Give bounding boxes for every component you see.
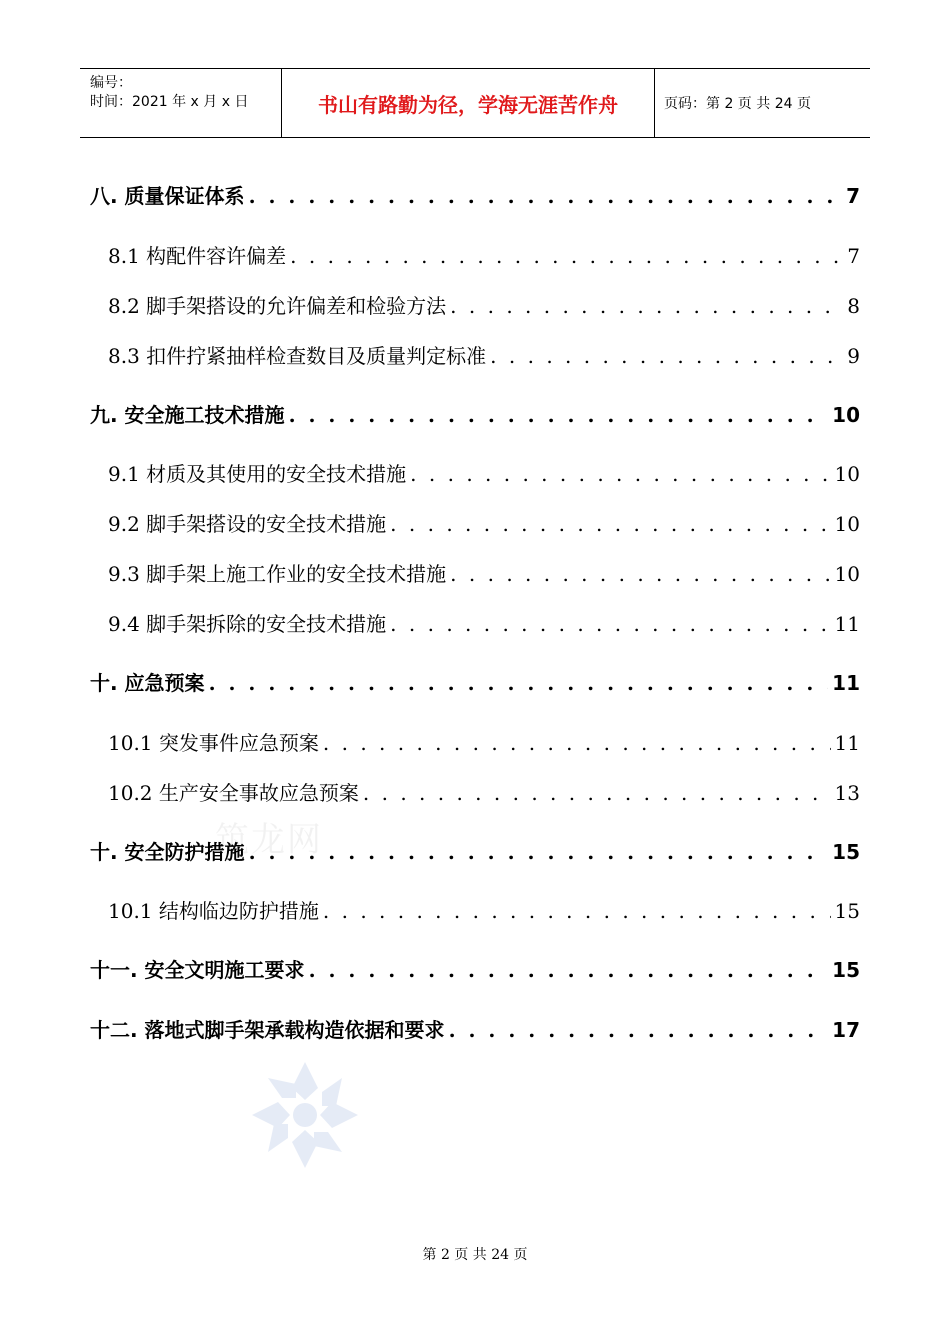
toc-leader	[363, 781, 831, 805]
toc-entry[interactable]	[90, 954, 860, 982]
toc-entry-title: 9.4 脚手架拆除的安全技术措施	[108, 612, 387, 636]
toc-entry-title: 9.1 材质及其使用的安全技术措施	[108, 462, 407, 486]
header-meta-cell	[80, 69, 282, 137]
toc-entry-title: 8.1 构配件容许偏差	[108, 244, 287, 268]
toc-entry-page: 8	[847, 294, 860, 318]
toc-entry-page: 15	[832, 958, 860, 982]
toc-leader	[390, 612, 830, 636]
toc-entry-page: 10	[832, 403, 860, 427]
toc-entry[interactable]	[90, 1014, 860, 1042]
toc-entry[interactable]	[108, 508, 860, 536]
toc-entry-title: 十一. 安全文明施工要求	[90, 958, 305, 982]
toc-entry-page: 15	[832, 840, 860, 864]
toc-entry-page: 15	[834, 899, 860, 923]
toc-leader	[449, 1018, 829, 1042]
header-page-info: 页码：第 2 页 共 24 页	[664, 96, 811, 112]
toc-leader	[290, 244, 843, 268]
time-label: 时间：2021 年 x 月 x 日	[90, 94, 249, 110]
toc-entry-page: 17	[832, 1018, 860, 1042]
toc-entry[interactable]	[90, 399, 860, 427]
toc-entry[interactable]	[108, 290, 860, 318]
toc-leader	[309, 958, 829, 982]
toc-entry[interactable]	[108, 240, 860, 268]
toc-leader	[323, 731, 831, 755]
number-label: 编号：	[90, 75, 132, 91]
page-footer: 第 2 页 共 24 页	[422, 1247, 528, 1263]
toc-entry-page: 10	[834, 462, 860, 486]
toc-entry-title: 十. 安全防护措施	[90, 840, 245, 864]
toc-entry-page: 7	[846, 184, 860, 208]
watermark-logo-icon	[250, 1060, 360, 1170]
header-motto: 书山有路勤为径，学海无涯苦作舟	[282, 69, 655, 137]
toc-leader	[209, 671, 829, 695]
toc-entry[interactable]	[108, 608, 860, 636]
toc-entry-title: 9.3 脚手架上施工作业的安全技术措施	[108, 562, 447, 586]
toc-entry-title: 10.1 结构临边防护措施	[108, 899, 319, 923]
toc-leader	[323, 899, 831, 923]
toc-leader	[490, 344, 843, 368]
toc-entry-title: 9.2 脚手架搭设的安全技术措施	[108, 512, 387, 536]
toc-entry[interactable]	[108, 727, 860, 755]
toc-entry[interactable]	[108, 777, 860, 805]
toc-entry-page: 9	[847, 344, 860, 368]
toc-leader	[390, 512, 830, 536]
page-header	[80, 68, 870, 138]
toc-entry-title: 八. 质量保证体系	[90, 184, 245, 208]
toc-entry-title: 十. 应急预案	[90, 671, 205, 695]
toc-leader	[249, 840, 829, 864]
toc-leader	[450, 562, 830, 586]
toc-entry[interactable]	[108, 340, 860, 368]
toc-entry-title: 九. 安全施工技术措施	[90, 403, 285, 427]
toc-entry-title: 十二. 落地式脚手架承载构造依据和要求	[90, 1018, 445, 1042]
toc-leader	[450, 294, 843, 318]
toc-leader	[410, 462, 830, 486]
toc-entry[interactable]	[90, 836, 860, 864]
toc-entry-page: 13	[834, 781, 860, 805]
toc-entry-page: 10	[834, 512, 860, 536]
toc-entry-page: 11	[834, 731, 860, 755]
watermark-text: 筑龙网	[215, 820, 323, 860]
toc-entry-title: 8.2 脚手架搭设的允许偏差和检验方法	[108, 294, 447, 318]
toc-entry[interactable]	[108, 895, 860, 923]
toc-entry[interactable]	[90, 180, 860, 208]
toc-leader	[249, 184, 843, 208]
toc-entry-page: 7	[847, 244, 860, 268]
toc-entry-title: 10.2 生产安全事故应急预案	[108, 781, 359, 805]
toc-entry-page: 11	[834, 612, 860, 636]
toc-leader	[289, 403, 829, 427]
toc-entry-page: 11	[832, 671, 860, 695]
toc-entry[interactable]	[90, 667, 860, 695]
toc-entry-page: 10	[834, 562, 860, 586]
toc-entry-title: 10.1 突发事件应急预案	[108, 731, 319, 755]
toc-entry-title: 8.3 扣件拧紧抽样检查数目及质量判定标准	[108, 344, 487, 368]
toc-entry[interactable]	[108, 558, 860, 586]
toc-entry[interactable]	[108, 458, 860, 486]
